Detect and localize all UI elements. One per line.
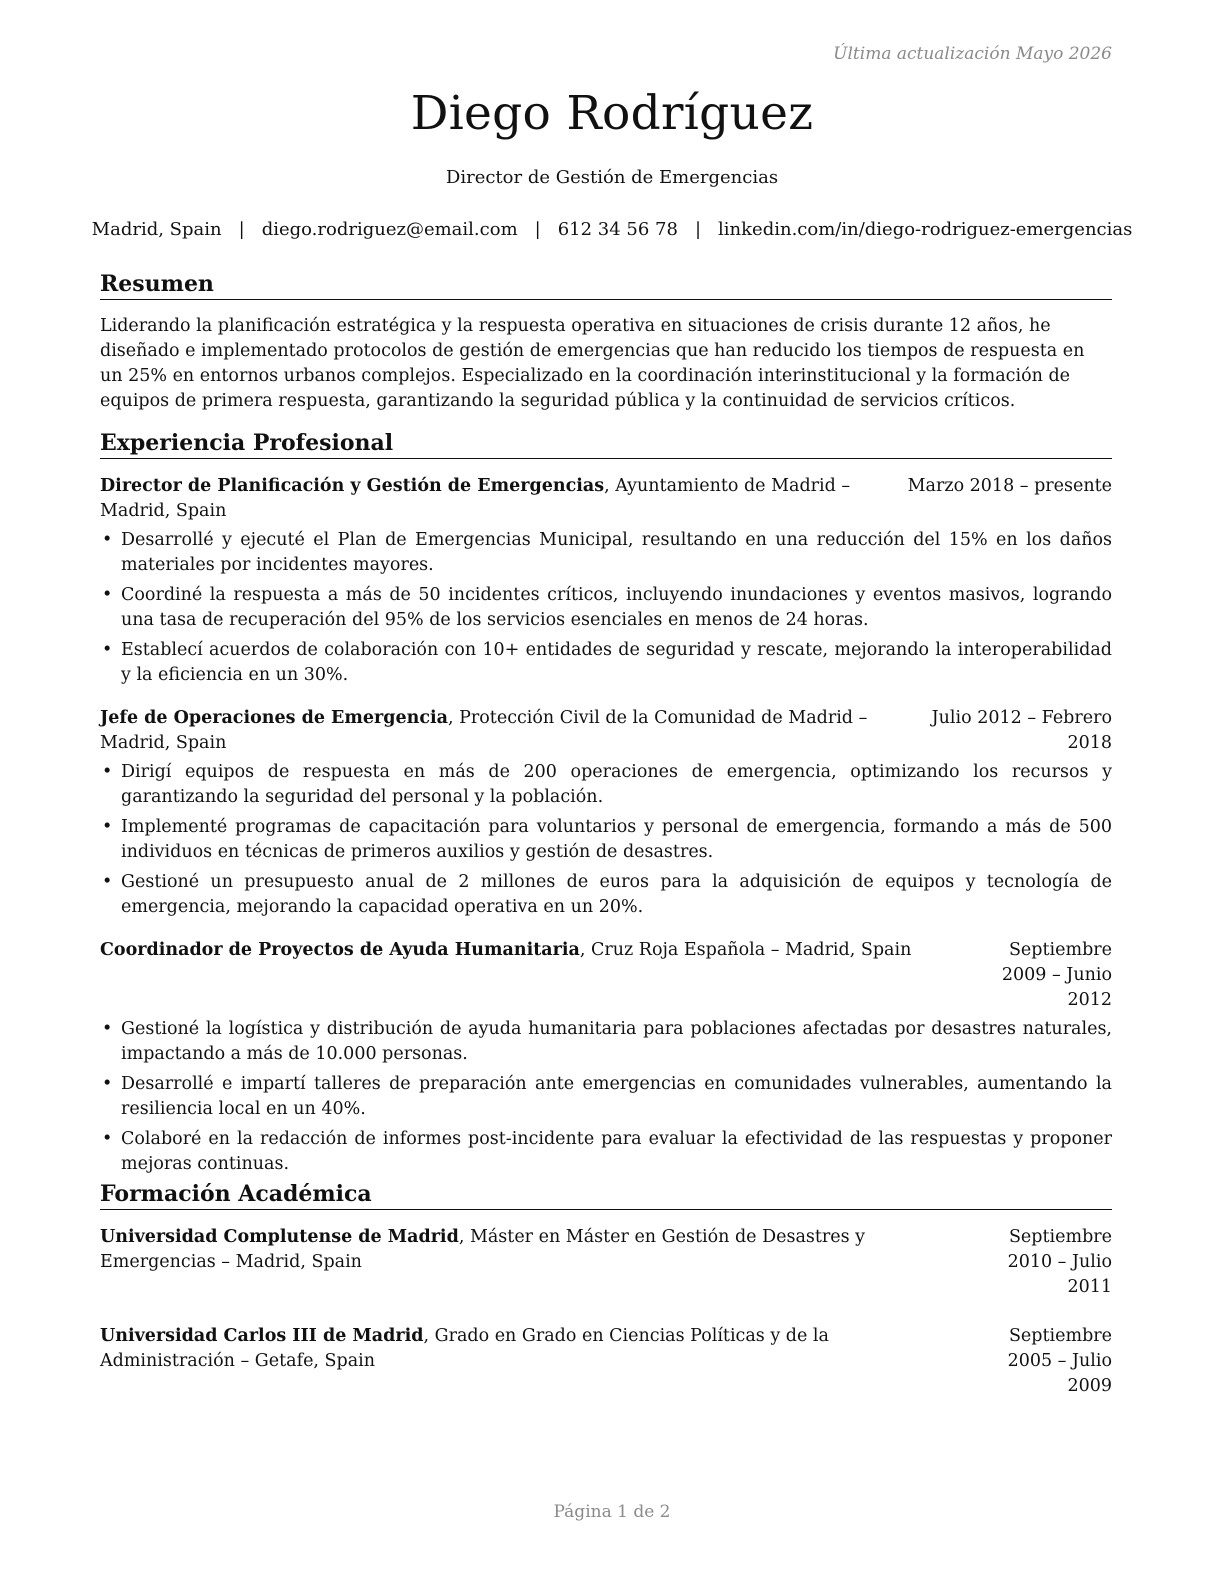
- list-item: • Desarrollé e impartí talleres de preparación ante emergencias en comunidades vulnerables, aumentando la resiliencia local en un 40%.: [100, 1072, 1112, 1122]
- list-item: • Establecí acuerdos de colaboración con 10+ entidades de seguridad y rescate, mejorando la interoperabilidad y la eficiencia en un 30%.: [100, 638, 1112, 688]
- education-degree: , Máster en Máster en Gestión de Desastres y Emergencias – Madrid, Spain: [100, 1227, 866, 1272]
- contact-bar: [0, 219, 1224, 240]
- contact-separator: |: [534, 219, 541, 240]
- summary-section: [100, 270, 1112, 414]
- summary-heading: Resumen: [100, 270, 1112, 300]
- education-school-degree: [100, 1324, 977, 1399]
- job-role: Coordinador de Proyectos de Ayuda Humanitaria: [100, 940, 580, 960]
- job-role-org: [100, 938, 977, 1013]
- list-item: • Gestioné la logística y distribución de ayuda humanitaria para poblaciones afectadas por desastres naturales, impactando a más de 10.000 personas.: [100, 1017, 1112, 1067]
- job-dates: Julio 2012 – Febrero 2018: [931, 708, 1112, 753]
- job-header: [100, 474, 1112, 524]
- education-header: [100, 1324, 1112, 1399]
- candidate-title: Director de Gestión de Emergencias: [445, 167, 779, 188]
- contact-linkedin[interactable]: linkedin.com/in/diego-rodriguez-emergencias: [718, 219, 1133, 240]
- page-number: Página 1 de 2: [553, 1502, 671, 1522]
- job-org: , Ayuntamiento de Madrid – Madrid, Spain: [100, 476, 851, 521]
- list-item: • Gestioné un presupuesto anual de 2 millones de euros para la adquisición de equipos y tecnología de emergencia, mejorando la capacidad operativa en un 20%.: [100, 870, 1112, 920]
- list-item: • Coordiné la respuesta a más de 50 incidentes críticos, incluyendo inundaciones y eventos masivos, logrando una tasa de recuperación del 95% de los servicios esenciales en menos de 24 horas.: [100, 583, 1112, 633]
- education-entry: [100, 1225, 1112, 1300]
- job-bullets: [100, 760, 1112, 920]
- job-dates: Septiembre 2009 – Junio 2012: [1001, 940, 1112, 1010]
- job-header: [100, 938, 1112, 1013]
- contact-separator: |: [694, 219, 702, 240]
- job-header: [100, 706, 1112, 756]
- education-school: Universidad Complutense de Madrid: [100, 1227, 459, 1247]
- education-heading: Formación Académica: [100, 1180, 1112, 1210]
- job-entry: [100, 474, 1112, 688]
- education-dates: Septiembre 2010 – Julio 2011: [1007, 1227, 1112, 1297]
- list-item: • Dirigí equipos de respuesta en más de 200 operaciones de emergencia, optimizando los recursos y garantizando la seguridad del personal y la población.: [100, 760, 1112, 810]
- job-bullets: [100, 1017, 1112, 1177]
- summary-text: Liderando la planificación estratégica y la respuesta operativa en situaciones de crisis durante 12 años, he diseñado e implementado protocolos de gestión de emergencias que han reducido los tiempos de respuesta en un 25% en entornos urbanos complejos. Especializado en la coordinación interinstitucional y la formación de equipos de primera respuesta, garantizando la seguridad pública y la continuidad de servicios críticos.: [100, 316, 1085, 411]
- list-item: • Colaboré en la redacción de informes post-incidente para evaluar la efectividad de las respuestas y proponer mejoras continuas.: [100, 1127, 1112, 1177]
- experience-heading: Experiencia Profesional: [100, 429, 1112, 459]
- job-role-org: [100, 706, 882, 756]
- job-org: , Protección Civil de la Comunidad de Madrid – Madrid, Spain: [100, 708, 868, 753]
- education-school-degree: [100, 1225, 977, 1300]
- job-org: , Cruz Roja Española – Madrid, Spain: [579, 940, 912, 960]
- education-section: [100, 1180, 1112, 1399]
- job-role-org: [100, 474, 908, 524]
- experience-section: [100, 429, 1112, 1182]
- job-bullets: [100, 528, 1112, 688]
- contact-email[interactable]: diego.rodriguez@email.com: [261, 219, 518, 240]
- candidate-name: Diego Rodríguez: [410, 86, 814, 141]
- education-dates: Septiembre 2005 – Julio 2009: [1007, 1326, 1112, 1396]
- list-item: • Implementé programas de capacitación para voluntarios y personal de emergencia, formando a más de 500 individuos en técnicas de primeros auxilios y gestión de desastres.: [100, 815, 1112, 865]
- contact-separator: |: [238, 219, 245, 240]
- contact-phone: 612 34 56 78: [557, 219, 678, 240]
- education-entry: [100, 1324, 1112, 1399]
- education-school: Universidad Carlos III de Madrid: [100, 1326, 424, 1346]
- education-degree: , Grado en Grado en Ciencias Políticas y de la Administración – Getafe, Spain: [100, 1326, 829, 1371]
- job-role: Jefe de Operaciones de Emergencia: [100, 708, 448, 728]
- list-item: • Desarrollé y ejecuté el Plan de Emergencias Municipal, resultando en una reducción del 15% en los daños materiales por incidentes mayores.: [100, 528, 1112, 578]
- education-header: [100, 1225, 1112, 1300]
- job-entry: [100, 706, 1112, 920]
- job-entry: [100, 938, 1112, 1177]
- job-dates: Marzo 2018 – presente: [907, 476, 1112, 496]
- job-role: Director de Planificación y Gestión de Emergencias: [100, 476, 605, 496]
- contact-location: Madrid, Spain: [91, 219, 222, 240]
- last-updated: Última actualización Mayo 2026: [833, 44, 1112, 64]
